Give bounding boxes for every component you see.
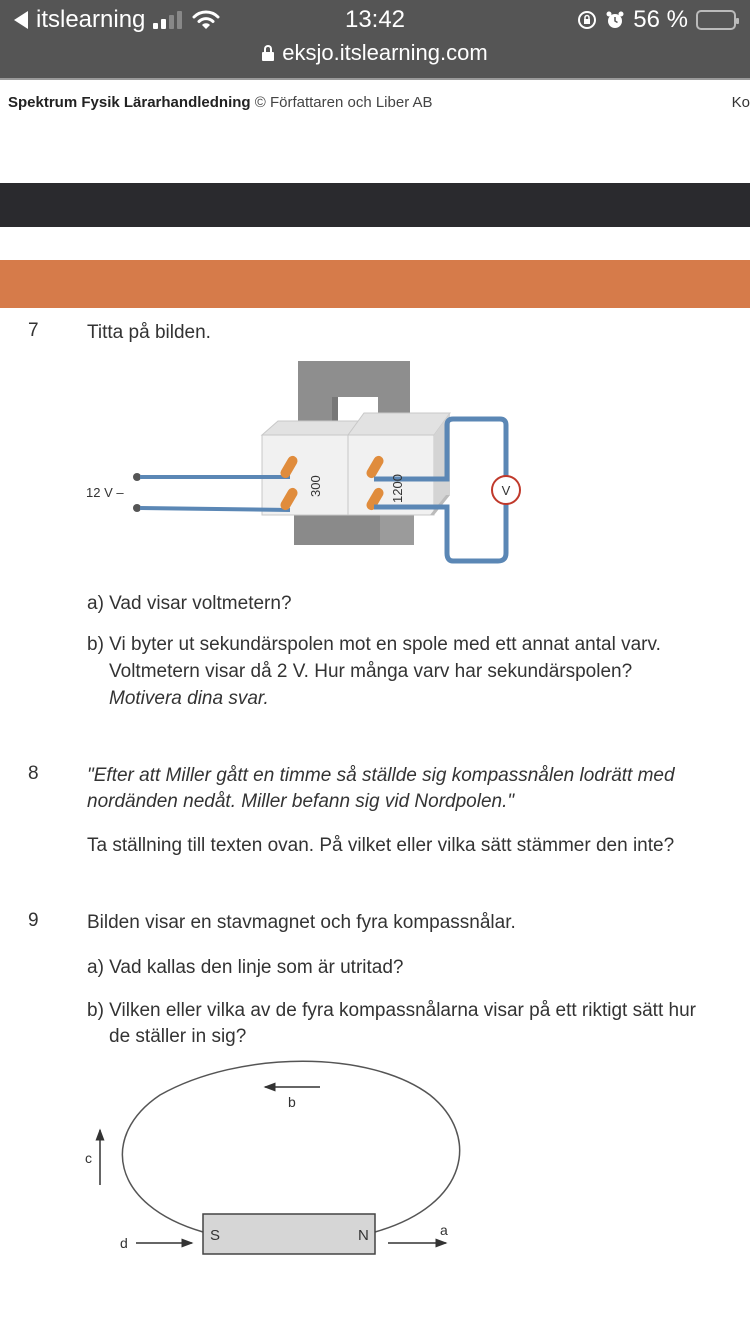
question-7b-line2: Voltmetern visar då 2 V. Hur många varv har sekundärspolen? xyxy=(109,661,633,682)
question-7b-line3: Motivera dina svar. xyxy=(109,688,269,709)
status-bar xyxy=(0,0,750,80)
needle-a-label: a xyxy=(440,1222,448,1238)
url-text: eksjo.itslearning.com xyxy=(282,40,488,65)
question-8-task: Ta ställning till texten ovan. På vilket eller vilka sätt stämmer den inte? xyxy=(87,835,675,856)
battery-percentage: 56 % xyxy=(633,6,688,33)
question-9-intro: Bilden visar en stavmagnet och fyra kompassnålar. xyxy=(87,912,516,933)
lock-icon xyxy=(262,45,274,61)
question-7-number: 7 xyxy=(28,320,39,341)
page-separator-band xyxy=(0,183,750,227)
question-7a: a) Vad visar voltmetern? xyxy=(87,593,292,614)
copyright: © Författaren och Liber AB xyxy=(254,94,433,111)
alarm-icon xyxy=(605,10,625,30)
bar-magnet-figure xyxy=(70,1055,490,1275)
book-title: Spektrum Fysik Lärarhandledning xyxy=(8,94,251,111)
south-pole-label: S xyxy=(210,1227,221,1244)
primary-wire-bottom xyxy=(140,508,290,510)
battery-icon xyxy=(696,10,736,30)
question-9a: a) Vad kallas den linje som är utritad? xyxy=(87,957,404,978)
divider xyxy=(0,78,750,80)
clock: 13:42 xyxy=(344,6,406,33)
question-8-quote-line1: "Efter att Miller gått en timme så ställde sig kompassnålen lodrätt med xyxy=(87,765,675,786)
document-header xyxy=(8,94,433,111)
voltmeter-symbol: V xyxy=(501,483,511,498)
needle-d-label: d xyxy=(120,1235,128,1251)
needle-c-label: c xyxy=(85,1150,92,1166)
needle-b-label: b xyxy=(288,1094,296,1110)
north-pole-label: N xyxy=(358,1227,369,1244)
bar-magnet xyxy=(203,1214,375,1254)
voltage-label: 12 V – xyxy=(86,485,124,500)
question-9b-line2: de ställer in sig? xyxy=(109,1026,247,1047)
back-app-label: itslearning xyxy=(36,6,146,33)
url-bar[interactable] xyxy=(0,40,750,66)
question-7b-line1: b) Vi byter ut sekundärspolen mot en spole med ett annat antal varv. xyxy=(87,634,661,655)
question-7-intro: Titta på bilden. xyxy=(87,322,211,343)
secondary-turns-label: 1200 xyxy=(390,474,405,503)
question-9-number: 9 xyxy=(28,910,39,931)
question-8-number: 8 xyxy=(28,763,39,784)
question-9b-line1: b) Vilken eller vilka av de fyra kompassnålarna visar på ett riktigt sätt hur xyxy=(87,1000,696,1021)
section-header-band xyxy=(0,260,750,308)
rotation-lock-icon xyxy=(577,10,597,30)
header-right-cut: Ko xyxy=(731,94,750,111)
primary-turns-label: 300 xyxy=(308,475,323,497)
transformer-figure xyxy=(80,355,540,575)
question-8-quote-line2: nordänden nedåt. Miller befann sig vid Nordpolen." xyxy=(87,791,515,812)
